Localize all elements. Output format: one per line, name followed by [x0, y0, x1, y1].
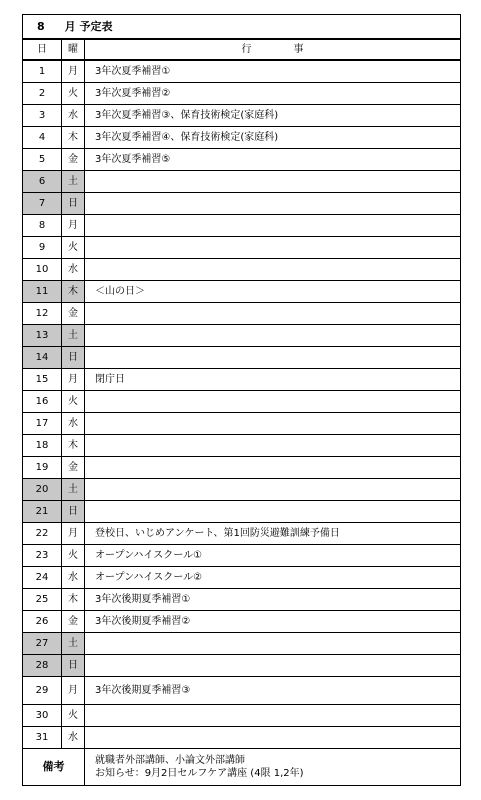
day-date: 18 [23, 435, 62, 457]
day-event [85, 193, 461, 215]
day-date: 26 [23, 611, 62, 633]
day-date: 28 [23, 655, 62, 677]
day-row [23, 347, 461, 369]
day-event [85, 501, 461, 523]
day-date: 10 [23, 259, 62, 281]
day-event [85, 347, 461, 369]
day-date: 31 [23, 727, 62, 749]
day-weekday: 土 [62, 633, 85, 655]
day-weekday: 水 [62, 727, 85, 749]
day-event: ＜山の日＞ [85, 281, 461, 303]
day-row [23, 435, 461, 457]
day-date: 22 [23, 523, 62, 545]
day-event: 3年次夏季補習④、保育技術検定(家庭科) [85, 127, 461, 149]
day-weekday: 月 [62, 677, 85, 705]
day-weekday: 火 [62, 705, 85, 727]
day-weekday: 火 [62, 391, 85, 413]
day-weekday: 火 [62, 545, 85, 567]
day-weekday: 木 [62, 435, 85, 457]
day-event [85, 727, 461, 749]
day-date: 7 [23, 193, 62, 215]
header-date: 日 [23, 39, 62, 60]
day-row [23, 611, 461, 633]
day-event: 3年次後期夏季補習② [85, 611, 461, 633]
day-row [23, 171, 461, 193]
notes-line-1: 就職者外部講師、小論文外部講師 [95, 755, 245, 766]
day-date: 27 [23, 633, 62, 655]
day-weekday: 水 [62, 105, 85, 127]
day-row [23, 705, 461, 727]
schedule-table [22, 14, 461, 786]
header-weekday: 曜 [62, 39, 85, 60]
day-date: 20 [23, 479, 62, 501]
day-row [23, 391, 461, 413]
day-row [23, 193, 461, 215]
day-weekday: 金 [62, 303, 85, 325]
day-date: 17 [23, 413, 62, 435]
day-event [85, 413, 461, 435]
day-event: オープンハイスクール② [85, 567, 461, 589]
day-event [85, 705, 461, 727]
header-row [23, 39, 461, 60]
day-event: 3年次後期夏季補習① [85, 589, 461, 611]
day-weekday: 土 [62, 479, 85, 501]
day-row [23, 457, 461, 479]
day-weekday: 月 [62, 369, 85, 391]
day-weekday: 日 [62, 655, 85, 677]
day-date: 24 [23, 567, 62, 589]
day-date: 4 [23, 127, 62, 149]
day-event [85, 171, 461, 193]
day-row [23, 523, 461, 545]
day-weekday: 火 [62, 83, 85, 105]
day-date: 6 [23, 171, 62, 193]
day-row [23, 655, 461, 677]
day-date: 2 [23, 83, 62, 105]
day-weekday: 土 [62, 171, 85, 193]
day-date: 25 [23, 589, 62, 611]
day-row [23, 281, 461, 303]
day-event [85, 325, 461, 347]
day-weekday: 水 [62, 259, 85, 281]
day-event: 3年次夏季補習⑤ [85, 149, 461, 171]
notes-line-2: お知らせ：9月2日セルフケア講座 (4限 1,2年) [95, 768, 304, 779]
day-row [23, 303, 461, 325]
day-event [85, 259, 461, 281]
day-date: 29 [23, 677, 62, 705]
day-weekday: 日 [62, 347, 85, 369]
day-row [23, 501, 461, 523]
day-date: 11 [23, 281, 62, 303]
day-row [23, 479, 461, 501]
day-weekday: 日 [62, 501, 85, 523]
day-row [23, 259, 461, 281]
day-event: 3年次後期夏季補習③ [85, 677, 461, 705]
day-date: 3 [23, 105, 62, 127]
day-date: 23 [23, 545, 62, 567]
day-event [85, 237, 461, 259]
day-date: 12 [23, 303, 62, 325]
day-row [23, 149, 461, 171]
month-number: 8 [37, 19, 45, 33]
day-event [85, 633, 461, 655]
day-weekday: 月 [62, 60, 85, 83]
day-date: 16 [23, 391, 62, 413]
day-date: 8 [23, 215, 62, 237]
day-row [23, 215, 461, 237]
day-event: 登校日、いじめアンケート、第1回防災避難訓練予備日 [85, 523, 461, 545]
day-weekday: 金 [62, 149, 85, 171]
day-row [23, 677, 461, 705]
day-event [85, 391, 461, 413]
day-event [85, 303, 461, 325]
day-date: 9 [23, 237, 62, 259]
day-date: 5 [23, 149, 62, 171]
day-event: 3年次夏季補習② [85, 83, 461, 105]
day-weekday: 火 [62, 237, 85, 259]
day-row [23, 105, 461, 127]
day-weekday: 日 [62, 193, 85, 215]
day-date: 21 [23, 501, 62, 523]
day-weekday: 土 [62, 325, 85, 347]
day-weekday: 木 [62, 281, 85, 303]
day-event: 3年次夏季補習① [85, 60, 461, 83]
day-row [23, 60, 461, 83]
day-weekday: 木 [62, 127, 85, 149]
day-weekday: 月 [62, 523, 85, 545]
schedule-sheet [22, 14, 460, 786]
day-date: 15 [23, 369, 62, 391]
day-weekday: 水 [62, 567, 85, 589]
day-row [23, 127, 461, 149]
day-event [85, 655, 461, 677]
day-event [85, 215, 461, 237]
header-event [85, 39, 461, 60]
title-label: 月 予定表 [64, 19, 113, 33]
header-event-b: 事 [293, 43, 304, 55]
day-weekday: 水 [62, 413, 85, 435]
day-date: 1 [23, 60, 62, 83]
day-date: 14 [23, 347, 62, 369]
day-event: 閉庁日 [85, 369, 461, 391]
day-weekday: 月 [62, 215, 85, 237]
day-row [23, 325, 461, 347]
day-row [23, 369, 461, 391]
day-weekday: 木 [62, 589, 85, 611]
day-event: 3年次夏季補習③、保育技術検定(家庭科) [85, 105, 461, 127]
day-date: 19 [23, 457, 62, 479]
day-row [23, 727, 461, 749]
day-weekday: 金 [62, 457, 85, 479]
notes-row [23, 749, 461, 786]
day-row [23, 545, 461, 567]
notes-label: 備考 [23, 749, 85, 786]
day-row [23, 413, 461, 435]
day-date: 13 [23, 325, 62, 347]
day-event [85, 479, 461, 501]
day-row [23, 589, 461, 611]
day-weekday: 金 [62, 611, 85, 633]
day-date: 30 [23, 705, 62, 727]
day-event [85, 435, 461, 457]
title-row [23, 15, 461, 40]
day-row [23, 237, 461, 259]
day-row [23, 83, 461, 105]
day-event: オープンハイスクール① [85, 545, 461, 567]
day-event [85, 457, 461, 479]
page-title [23, 15, 461, 40]
day-row [23, 567, 461, 589]
day-row [23, 633, 461, 655]
header-event-a: 行 [241, 43, 252, 55]
notes-text [85, 749, 461, 786]
